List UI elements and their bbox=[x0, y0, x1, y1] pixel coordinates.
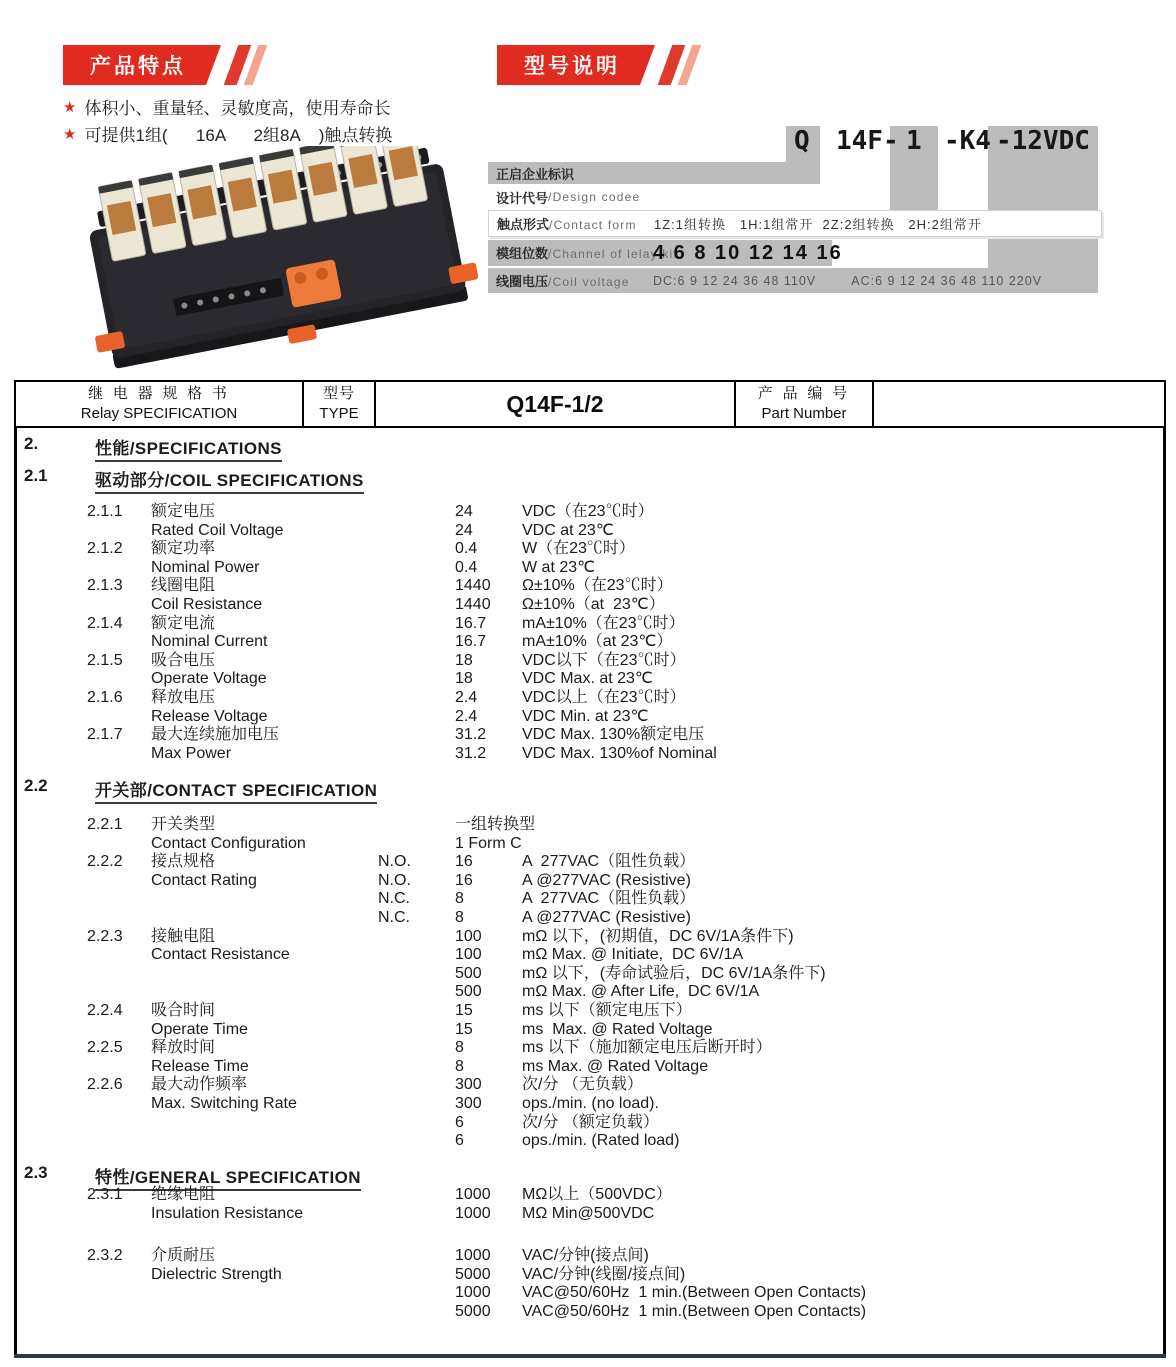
model-row-label-en: /Channel of lelay kit bbox=[548, 247, 678, 261]
spec-label: 最大动作频率 bbox=[151, 1076, 248, 1094]
section-number: 2.3 bbox=[24, 1163, 48, 1182]
spec-label: 额定电流 bbox=[151, 614, 216, 632]
spec-pre bbox=[378, 559, 455, 578]
spec-line bbox=[87, 1076, 1166, 1095]
spec-line bbox=[87, 890, 1166, 909]
spec-unit: ms Max. @ Rated Voltage bbox=[522, 1020, 713, 1038]
spec-val: 16.7 bbox=[455, 633, 487, 651]
spec-label: 绝缘电阻 bbox=[151, 1186, 216, 1203]
model-code-segment: -K4 bbox=[944, 126, 991, 156]
spec-pre bbox=[378, 983, 455, 1002]
spec-val: 2.4 bbox=[455, 688, 478, 706]
spec-label bbox=[151, 909, 378, 928]
spec-num bbox=[87, 522, 151, 541]
spec-label: Insulation Resistance bbox=[151, 1204, 304, 1222]
model-banner-title: 型号说明 bbox=[524, 55, 620, 78]
spec-num: 2.3.1 bbox=[87, 1186, 123, 1203]
spec-label: Release Voltage bbox=[151, 707, 268, 725]
spec-pre bbox=[378, 1284, 455, 1303]
spec-label bbox=[151, 1303, 378, 1322]
model-row-label-en: /Contact form bbox=[549, 217, 637, 232]
model-row-coil-voltage bbox=[488, 268, 1098, 293]
spec-unit: VDC以下（在23℃时） bbox=[522, 651, 686, 669]
spec-label: 接触电阻 bbox=[151, 927, 216, 945]
spec-body bbox=[14, 380, 1166, 1358]
spec-val: 24 bbox=[455, 521, 473, 539]
spec-num: 2.2.5 bbox=[87, 1039, 123, 1057]
spec-num: 2.1.2 bbox=[87, 540, 123, 558]
spec-label: 接点规格 bbox=[151, 853, 216, 871]
spec-pre bbox=[378, 816, 455, 835]
spec-line bbox=[87, 1205, 1166, 1224]
spec-label: Nominal Power bbox=[151, 558, 260, 576]
spec-val: 6 bbox=[455, 1132, 464, 1150]
spec-label: Operate Time bbox=[151, 1020, 248, 1038]
spec-unit: mΩ 以下，(初期值，DC 6V/1A条件下) bbox=[522, 927, 794, 945]
spec-unit: mΩ 以下，(寿命试验后，DC 6V/1A条件下) bbox=[522, 964, 826, 982]
spec-label: Contact Resistance bbox=[151, 946, 290, 964]
spec-unit: VDC Min. at 23℃ bbox=[522, 707, 649, 725]
spec-num bbox=[87, 670, 151, 689]
star-icon: ★ bbox=[63, 98, 77, 116]
spec-pre bbox=[378, 1095, 455, 1114]
spec-unit: 次/分 （无负载） bbox=[522, 1076, 643, 1094]
spec-val: 2.4 bbox=[455, 707, 478, 725]
spec-line bbox=[87, 1284, 1166, 1303]
spec-val: 8 bbox=[455, 890, 464, 908]
spec-line bbox=[87, 670, 1166, 689]
relay-module-product-photo bbox=[68, 146, 508, 378]
spec-pre bbox=[378, 1303, 455, 1322]
spec-label: Operate Voltage bbox=[151, 670, 267, 688]
spec-num bbox=[87, 1132, 151, 1151]
section-heading bbox=[14, 776, 377, 804]
spec-pre bbox=[378, 1114, 455, 1133]
spec-label bbox=[151, 965, 378, 984]
feature-banner-title: 产品特点 bbox=[90, 55, 186, 78]
spec-line bbox=[87, 689, 1166, 708]
spec-val: 15 bbox=[455, 1001, 473, 1019]
spec-unit: VDC以上（在23℃时） bbox=[522, 688, 686, 706]
spec-unit: Ω±10%（在23℃时） bbox=[522, 577, 673, 595]
spec-unit: W at 23℃ bbox=[522, 558, 596, 576]
spec-line bbox=[87, 1132, 1166, 1151]
spec-pre bbox=[378, 1058, 455, 1077]
star-icon: ★ bbox=[63, 125, 77, 143]
spec-label: Coil Resistance bbox=[151, 595, 263, 613]
section-items bbox=[14, 503, 1166, 763]
spec-line bbox=[87, 1095, 1166, 1114]
spec-pre bbox=[378, 1132, 455, 1151]
spec-unit: MΩ以上（500VDC） bbox=[522, 1186, 672, 1203]
spec-unit: VDC Max. 130%额定电压 bbox=[522, 726, 705, 744]
spec-val: 5000 bbox=[455, 1302, 491, 1320]
spec-num bbox=[87, 1021, 151, 1040]
spec-val: 1000 bbox=[455, 1247, 491, 1265]
spec-line bbox=[87, 652, 1166, 671]
spec-label bbox=[151, 1284, 378, 1303]
spec-val: 500 bbox=[455, 964, 482, 982]
spec-pre bbox=[378, 745, 455, 764]
spec-unit: A 277VAC（阻性负载） bbox=[522, 890, 696, 908]
spec-pre bbox=[378, 965, 455, 984]
spec-unit: A @277VAC (Resistive) bbox=[522, 908, 691, 926]
spec-line bbox=[87, 1114, 1166, 1133]
spec-num: 2.3.2 bbox=[87, 1247, 123, 1265]
spec-num: 2.2.3 bbox=[87, 927, 123, 945]
spec-num bbox=[87, 835, 151, 854]
spec-num bbox=[87, 745, 151, 764]
spec-pre bbox=[378, 1205, 455, 1224]
spec-line bbox=[87, 708, 1166, 727]
part-number-en: Part Number bbox=[761, 405, 847, 422]
spec-unit: VDC Max. at 23℃ bbox=[522, 670, 653, 688]
spec-num bbox=[87, 1095, 151, 1114]
spec-line bbox=[87, 1058, 1166, 1077]
spec-label: Max. Switching Rate bbox=[151, 1094, 297, 1112]
spec-pre bbox=[378, 652, 455, 671]
spec-unit: ms 以下（额定电压下） bbox=[522, 1001, 692, 1019]
spec-unit: ms 以下（施加额定电压后断开时） bbox=[522, 1039, 772, 1057]
model-code-segment: 1 bbox=[906, 126, 922, 156]
spec-label: Max Power bbox=[151, 744, 232, 762]
spec-num: 2.2.2 bbox=[87, 853, 123, 871]
spec-unit: VDC（在23℃时） bbox=[522, 503, 654, 520]
spec-line bbox=[87, 1021, 1166, 1040]
spec-val: 31.2 bbox=[455, 726, 487, 744]
spec-unit: ops./min. (no load). bbox=[522, 1094, 659, 1112]
section-number: 2. bbox=[24, 434, 39, 453]
model-row-design-code bbox=[488, 186, 640, 208]
spec-line bbox=[87, 633, 1166, 652]
spec-num bbox=[87, 872, 151, 891]
spec-num: 2.1.3 bbox=[87, 577, 123, 595]
spec-unit: ms Max. @ Rated Voltage bbox=[522, 1057, 709, 1075]
spec-unit: A @277VAC (Resistive) bbox=[522, 871, 691, 889]
spec-pre bbox=[378, 670, 455, 689]
spec-num: 2.1.6 bbox=[87, 688, 123, 706]
spec-num bbox=[87, 559, 151, 578]
spec-pre bbox=[378, 633, 455, 652]
spec-val: 18 bbox=[455, 651, 473, 669]
spec-val: 1000 bbox=[455, 1284, 491, 1302]
feature-bullet bbox=[63, 94, 390, 119]
spec-val: 500 bbox=[455, 983, 482, 1001]
spec-unit: VAC@50/60Hz 1 min.(Between Open Contacts) bbox=[522, 1302, 867, 1320]
spec-num bbox=[87, 596, 151, 615]
type-value: Q14F-1/2 bbox=[506, 391, 604, 417]
spec-line bbox=[87, 503, 1166, 522]
spec-pre bbox=[378, 577, 455, 596]
spec-num bbox=[87, 1266, 151, 1285]
model-row-channels bbox=[488, 240, 843, 266]
spec-pre bbox=[378, 522, 455, 541]
spec-pre bbox=[378, 708, 455, 727]
spec-unit: A 277VAC（阻性负载） bbox=[522, 853, 696, 871]
spec-table bbox=[14, 380, 1166, 1358]
section-title: 特性/GENERAL SPECIFICATION bbox=[95, 1163, 361, 1191]
spec-pre bbox=[378, 1186, 455, 1205]
spec-num bbox=[87, 1303, 151, 1322]
spec-line bbox=[87, 1039, 1166, 1058]
spec-pre bbox=[378, 689, 455, 708]
spec-label: 线圈电阻 bbox=[151, 577, 216, 595]
spec-pre: N.C. bbox=[378, 890, 410, 908]
section-title: 性能/SPECIFICATIONS bbox=[95, 434, 282, 462]
spec-line bbox=[87, 596, 1166, 615]
spec-label: 开关类型 bbox=[151, 816, 216, 833]
spec-pre: N.O. bbox=[378, 871, 411, 889]
spec-label bbox=[151, 890, 378, 909]
spec-val: 1000 bbox=[455, 1186, 491, 1203]
spec-val: 0.4 bbox=[455, 558, 478, 576]
spec-title-zh: 继 电 器 规 格 书 bbox=[88, 386, 230, 402]
spec-val: 24 bbox=[455, 503, 473, 520]
spec-unit: VAC/分钟(接点间) bbox=[522, 1247, 649, 1265]
section-title: 驱动部分/COIL SPECIFICATIONS bbox=[95, 466, 364, 494]
spec-val: 1440 bbox=[455, 595, 491, 613]
spec-num bbox=[87, 946, 151, 965]
spec-unit: mA±10%（at 23℃） bbox=[522, 633, 673, 651]
spec-label: Dielectric Strength bbox=[151, 1265, 282, 1283]
spec-label: 最大连续施加电压 bbox=[151, 726, 280, 744]
spec-line bbox=[87, 983, 1166, 1002]
spec-num bbox=[87, 1284, 151, 1303]
spec-val: 300 bbox=[455, 1076, 482, 1094]
spec-pre: N.C. bbox=[378, 908, 410, 926]
spec-val: 15 bbox=[455, 1020, 473, 1038]
spec-unit bbox=[522, 835, 1166, 854]
spec-val: 1440 bbox=[455, 577, 491, 595]
section-items bbox=[14, 816, 1166, 1151]
spec-line bbox=[87, 946, 1166, 965]
spec-unit: 次/分 （额定负载） bbox=[522, 1113, 659, 1131]
spec-label: 释放电压 bbox=[151, 688, 216, 706]
spec-pre bbox=[378, 1021, 455, 1040]
spec-val: 16 bbox=[455, 853, 473, 871]
spec-val: 16 bbox=[455, 871, 473, 889]
spec-pre bbox=[378, 726, 455, 745]
spec-line bbox=[87, 816, 1166, 835]
model-row-value: 4 6 8 10 12 14 16 bbox=[653, 241, 843, 264]
section-number: 2.2 bbox=[24, 776, 48, 795]
spec-unit: ops./min. (Rated load) bbox=[522, 1132, 680, 1150]
spec-pre bbox=[378, 615, 455, 634]
spec-val: 1 Form C bbox=[455, 834, 522, 852]
spec-pre: N.O. bbox=[378, 853, 411, 871]
spec-label: Rated Coil Voltage bbox=[151, 521, 284, 539]
spec-val: 18 bbox=[455, 670, 473, 688]
spec-unit: VAC@50/60Hz 1 min.(Between Open Contacts) bbox=[522, 1284, 867, 1302]
spec-num bbox=[87, 1205, 151, 1224]
section-items bbox=[14, 1186, 1166, 1322]
spec-unit bbox=[522, 816, 1166, 835]
spec-num: 2.1.4 bbox=[87, 614, 123, 632]
spec-val: 5000 bbox=[455, 1265, 491, 1283]
spec-pre bbox=[378, 1266, 455, 1285]
spec-line bbox=[87, 853, 1166, 872]
spec-label: 额定电压 bbox=[151, 503, 216, 520]
spec-num: 2.1.5 bbox=[87, 651, 123, 669]
spec-pre bbox=[378, 835, 455, 854]
spec-line bbox=[87, 745, 1166, 764]
section-title: 开关部/CONTACT SPECIFICATION bbox=[95, 776, 377, 804]
model-code-segment: Q bbox=[794, 126, 810, 156]
feature-bullet-text: 可提供1组( 16A 2组8A )触点转换 bbox=[84, 126, 393, 145]
spec-label bbox=[151, 983, 378, 1002]
model-row-label: 触点形式 bbox=[497, 216, 550, 232]
spec-pre bbox=[378, 540, 455, 559]
spec-line bbox=[87, 928, 1166, 947]
spec-val: 一组转换型 bbox=[455, 816, 536, 833]
spec-pre bbox=[378, 946, 455, 965]
spec-line bbox=[87, 1247, 1166, 1266]
spec-pre bbox=[378, 1247, 455, 1266]
spec-num: 2.1.1 bbox=[87, 503, 123, 520]
spec-val: 8 bbox=[455, 908, 464, 926]
spec-line bbox=[87, 726, 1166, 745]
model-row-label-en: /Design codee bbox=[548, 190, 641, 204]
spec-num bbox=[87, 983, 151, 1002]
spec-num: 2.2.1 bbox=[87, 816, 123, 833]
model-code-segment: -12VDC bbox=[996, 126, 1090, 156]
spec-val: 300 bbox=[455, 1094, 482, 1112]
spec-unit: mA±10%（在23℃时） bbox=[522, 614, 685, 632]
spec-num: 2.2.6 bbox=[87, 1076, 123, 1094]
spec-num bbox=[87, 1114, 151, 1133]
spec-num bbox=[87, 633, 151, 652]
section-number: 2.1 bbox=[24, 466, 48, 485]
model-row-label: 设计代号 bbox=[496, 190, 549, 206]
spec-num bbox=[87, 909, 151, 928]
spec-val: 6 bbox=[455, 1113, 464, 1131]
spec-unit: MΩ Min@500VDC bbox=[522, 1204, 655, 1222]
part-number-zh: 产 品 编 号 bbox=[757, 386, 851, 402]
model-row-value: DC:6 9 12 24 36 48 110V AC:6 9 12 24 36 48 110 220V bbox=[653, 273, 1043, 288]
spec-label: Contact Rating bbox=[151, 871, 257, 889]
model-row-label-en: /Coil voltage bbox=[548, 274, 630, 289]
spec-val: 16.7 bbox=[455, 614, 487, 632]
spec-unit: VAC/分钟(线圈/接点间) bbox=[522, 1265, 686, 1283]
spec-val: 100 bbox=[455, 946, 482, 964]
spec-num: 2.1.7 bbox=[87, 726, 123, 744]
spec-label bbox=[151, 1114, 378, 1133]
spec-num bbox=[87, 708, 151, 727]
spec-label: 吸合时间 bbox=[151, 1001, 216, 1019]
spec-line bbox=[87, 1186, 1166, 1205]
spec-pre bbox=[378, 1002, 455, 1021]
model-row-contact-form bbox=[488, 210, 1102, 237]
spec-line bbox=[87, 540, 1166, 559]
spec-line bbox=[87, 615, 1166, 634]
spec-label: Release Time bbox=[151, 1057, 249, 1075]
spec-label: 吸合电压 bbox=[151, 651, 216, 669]
spec-label: 介质耐压 bbox=[151, 1247, 216, 1265]
spec-val: 31.2 bbox=[455, 744, 487, 762]
spec-val: 8 bbox=[455, 1057, 464, 1075]
spec-pre bbox=[378, 596, 455, 615]
spec-unit: VDC at 23℃ bbox=[522, 521, 614, 539]
spec-num bbox=[87, 890, 151, 909]
spec-pre bbox=[378, 1039, 455, 1058]
spec-label bbox=[151, 1132, 378, 1151]
spec-label: Contact Configuration bbox=[151, 834, 306, 852]
spec-val: 100 bbox=[455, 927, 482, 945]
model-row-value: 1Z:1组转换 1H:1组常开 2Z:2组转换 2H:2组常开 bbox=[654, 217, 982, 232]
spec-label: 释放时间 bbox=[151, 1039, 216, 1057]
model-code-segment: 14F- bbox=[836, 126, 899, 156]
spec-unit: VDC Max. 130%of Nominal bbox=[522, 744, 717, 762]
spec-line bbox=[87, 1002, 1166, 1021]
spec-num bbox=[87, 965, 151, 984]
spec-line bbox=[87, 835, 1166, 854]
type-label-zh: 型号 bbox=[322, 386, 355, 402]
spec-pre bbox=[378, 928, 455, 947]
model-row-label: 正启企业标识 bbox=[496, 166, 575, 182]
spec-unit: Ω±10%（at 23℃） bbox=[522, 595, 665, 613]
spec-unit: mΩ Max. @ Initiate, DC 6V/1A bbox=[522, 946, 744, 964]
section-heading bbox=[14, 466, 364, 494]
model-row-label: 线圈电压 bbox=[496, 273, 549, 289]
feature-bullet-text: 体积小、重量轻、灵敏度高，使用寿命长 bbox=[84, 99, 391, 118]
spec-pre bbox=[378, 503, 455, 522]
type-label-en: TYPE bbox=[319, 405, 359, 422]
spec-num: 2.2.4 bbox=[87, 1001, 123, 1019]
spec-label: 额定功率 bbox=[151, 540, 216, 558]
spec-val: 8 bbox=[455, 1039, 464, 1057]
spec-line bbox=[87, 559, 1166, 578]
spec-line bbox=[87, 909, 1166, 928]
spec-val: 1000 bbox=[455, 1204, 491, 1222]
spec-line bbox=[87, 965, 1166, 984]
spec-pre bbox=[378, 1076, 455, 1095]
spec-title-en: Relay SPECIFICATION bbox=[80, 405, 238, 422]
spec-line bbox=[87, 1266, 1166, 1285]
spec-line bbox=[87, 872, 1166, 891]
section-heading bbox=[14, 434, 282, 462]
spec-unit: mΩ Max. @ After Life, DC 6V/1A bbox=[522, 983, 760, 1001]
spec-line bbox=[87, 1303, 1166, 1322]
spec-line bbox=[87, 577, 1166, 596]
spec-label: Nominal Current bbox=[151, 633, 268, 651]
spec-val: 0.4 bbox=[455, 540, 478, 558]
spec-num bbox=[87, 1058, 151, 1077]
spec-line bbox=[87, 522, 1166, 541]
feature-bullet bbox=[63, 121, 392, 146]
spec-unit: W（在23℃时） bbox=[522, 540, 635, 558]
model-row-brand bbox=[488, 162, 820, 184]
model-row-label: 模组位数 bbox=[496, 246, 549, 261]
